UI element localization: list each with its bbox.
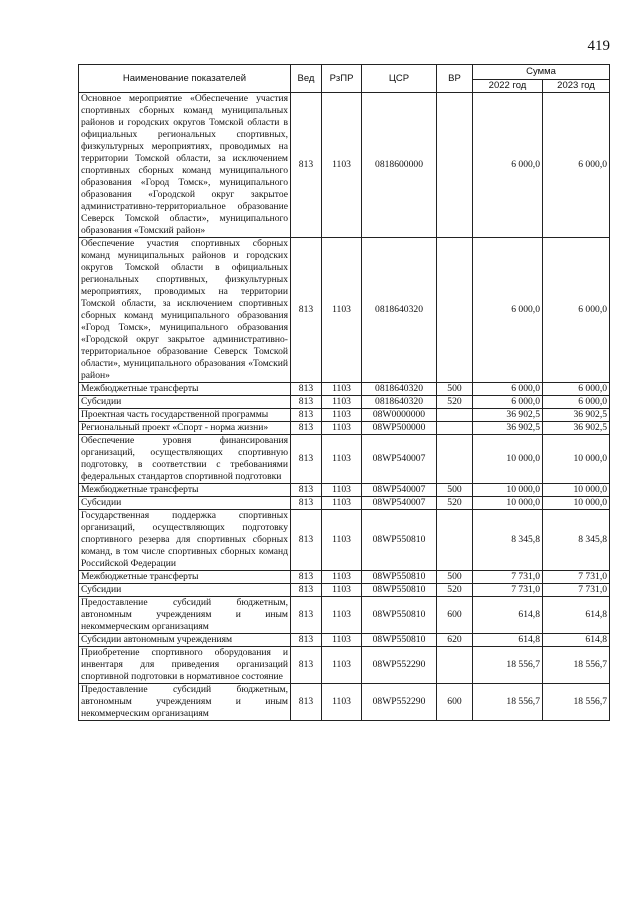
cell-2022: 614,8 bbox=[473, 597, 543, 634]
cell-2023: 18 556,7 bbox=[543, 647, 610, 684]
cell-csr: 08WP540007 bbox=[362, 435, 437, 484]
cell-vr: 500 bbox=[437, 383, 473, 396]
cell-csr: 08WP540007 bbox=[362, 484, 437, 497]
cell-2023: 8 345,8 bbox=[543, 510, 610, 571]
cell-name: Предоставление субсидий бюджетным, автономным учреждениям и иным некоммерческим организациям bbox=[79, 597, 291, 634]
cell-2023: 7 731,0 bbox=[543, 584, 610, 597]
cell-vr bbox=[437, 510, 473, 571]
cell-rzpr: 1103 bbox=[322, 510, 362, 571]
cell-2022: 10 000,0 bbox=[473, 497, 543, 510]
table-row bbox=[79, 510, 610, 571]
cell-ved: 813 bbox=[291, 571, 322, 584]
table-row bbox=[79, 383, 610, 396]
cell-csr: 0818640320 bbox=[362, 396, 437, 409]
table-row bbox=[79, 597, 610, 634]
budget-table bbox=[78, 64, 610, 721]
cell-2023: 10 000,0 bbox=[543, 484, 610, 497]
cell-vr bbox=[437, 422, 473, 435]
cell-ved: 813 bbox=[291, 409, 322, 422]
cell-2023: 6 000,0 bbox=[543, 383, 610, 396]
cell-2023: 10 000,0 bbox=[543, 497, 610, 510]
cell-ved: 813 bbox=[291, 634, 322, 647]
cell-2022: 6 000,0 bbox=[473, 383, 543, 396]
cell-2023: 6 000,0 bbox=[543, 396, 610, 409]
cell-2022: 18 556,7 bbox=[473, 684, 543, 721]
cell-csr: 08WP550810 bbox=[362, 510, 437, 571]
cell-name: Обеспечение уровня финансирования организаций, осуществляющих спортивную подготовку, в соответствии с требованиями федеральных стандартов спортивной подготовки bbox=[79, 435, 291, 484]
cell-vr: 500 bbox=[437, 484, 473, 497]
cell-vr: 600 bbox=[437, 597, 473, 634]
table-row bbox=[79, 409, 610, 422]
cell-2023: 6 000,0 bbox=[543, 93, 610, 238]
cell-ved: 813 bbox=[291, 510, 322, 571]
table-row bbox=[79, 684, 610, 721]
cell-csr: 0818600000 bbox=[362, 93, 437, 238]
cell-csr: 08WP550810 bbox=[362, 597, 437, 634]
cell-csr: 08WP550810 bbox=[362, 571, 437, 584]
header-csr: ЦСР bbox=[362, 65, 437, 93]
cell-csr: 08WP540007 bbox=[362, 497, 437, 510]
cell-name: Региональный проект «Спорт - норма жизни» bbox=[79, 422, 291, 435]
table-row bbox=[79, 396, 610, 409]
table-row bbox=[79, 238, 610, 383]
cell-rzpr: 1103 bbox=[322, 684, 362, 721]
cell-name: Обеспечение участия спортивных сборных команд муниципальных районов и городских округов Томской области в официальных региональных спортивных, физкультурных мероприятиях, проводимых на территории Томской области, за исключением спортивных сборных команд муниципального образования «Город Томск», муниципального образования «Городской округ закрытое административно-территориальное образование Северск Томской области», муниципального образования «Томский район» bbox=[79, 238, 291, 383]
cell-2022: 6 000,0 bbox=[473, 238, 543, 383]
cell-2022: 614,8 bbox=[473, 634, 543, 647]
cell-2022: 18 556,7 bbox=[473, 647, 543, 684]
cell-2023: 614,8 bbox=[543, 597, 610, 634]
cell-ved: 813 bbox=[291, 497, 322, 510]
cell-rzpr: 1103 bbox=[322, 238, 362, 383]
cell-rzpr: 1103 bbox=[322, 383, 362, 396]
cell-csr: 08WP550810 bbox=[362, 634, 437, 647]
cell-rzpr: 1103 bbox=[322, 435, 362, 484]
cell-vr bbox=[437, 238, 473, 383]
cell-name: Субсидии bbox=[79, 584, 291, 597]
cell-2022: 6 000,0 bbox=[473, 93, 543, 238]
header-vr: ВР bbox=[437, 65, 473, 93]
header-ved: Вед bbox=[291, 65, 322, 93]
cell-ved: 813 bbox=[291, 647, 322, 684]
cell-2023: 7 731,0 bbox=[543, 571, 610, 584]
page-number: 419 bbox=[587, 38, 610, 54]
table-row bbox=[79, 497, 610, 510]
cell-ved: 813 bbox=[291, 597, 322, 634]
header-rzpr: РзПР bbox=[322, 65, 362, 93]
cell-2023: 36 902,5 bbox=[543, 409, 610, 422]
cell-rzpr: 1103 bbox=[322, 409, 362, 422]
cell-name: Субсидии bbox=[79, 497, 291, 510]
cell-name: Межбюджетные трансферты bbox=[79, 571, 291, 584]
cell-vr: 520 bbox=[437, 497, 473, 510]
cell-rzpr: 1103 bbox=[322, 597, 362, 634]
cell-name: Государственная поддержка спортивных организаций, осуществляющих подготовку спортивного резерва для спортивных сборных команд, в том числе спортивных сборных команд Российской Федерации bbox=[79, 510, 291, 571]
cell-name: Межбюджетные трансферты bbox=[79, 484, 291, 497]
cell-ved: 813 bbox=[291, 435, 322, 484]
header-year-2023: 2023 год bbox=[543, 80, 610, 93]
cell-2022: 10 000,0 bbox=[473, 435, 543, 484]
table-row bbox=[79, 93, 610, 238]
cell-name: Субсидии bbox=[79, 396, 291, 409]
header-sum: Сумма bbox=[473, 65, 610, 80]
cell-csr: 08WP550810 bbox=[362, 584, 437, 597]
cell-name: Проектная часть государственной программы bbox=[79, 409, 291, 422]
cell-vr: 520 bbox=[437, 396, 473, 409]
cell-rzpr: 1103 bbox=[322, 584, 362, 597]
cell-2023: 10 000,0 bbox=[543, 435, 610, 484]
cell-2022: 7 731,0 bbox=[473, 571, 543, 584]
cell-2022: 8 345,8 bbox=[473, 510, 543, 571]
cell-2023: 614,8 bbox=[543, 634, 610, 647]
cell-vr: 600 bbox=[437, 684, 473, 721]
cell-2022: 36 902,5 bbox=[473, 409, 543, 422]
cell-name: Основное мероприятие «Обеспечение участия спортивных сборных команд муниципальных районов и городских округов Томской области в официальных региональных спортивных, физкультурных мероприятиях, проводимых на территории Томской области, за исключением спортивных сборных команд муниципального образования «Город Томск», муниципального образования «Городской округ закрытое административно-территориальное образование Северск Томской области», муниципального образования «Томский район» bbox=[79, 93, 291, 238]
cell-vr: 500 bbox=[437, 571, 473, 584]
cell-rzpr: 1103 bbox=[322, 634, 362, 647]
cell-2023: 18 556,7 bbox=[543, 684, 610, 721]
cell-2022: 36 902,5 bbox=[473, 422, 543, 435]
table-row bbox=[79, 584, 610, 597]
cell-rzpr: 1103 bbox=[322, 647, 362, 684]
cell-ved: 813 bbox=[291, 422, 322, 435]
cell-vr bbox=[437, 435, 473, 484]
cell-2022: 6 000,0 bbox=[473, 396, 543, 409]
header-year-2022: 2022 год bbox=[473, 80, 543, 93]
table-row bbox=[79, 435, 610, 484]
cell-csr: 0818640320 bbox=[362, 383, 437, 396]
cell-rzpr: 1103 bbox=[322, 422, 362, 435]
cell-name: Приобретение спортивного оборудования и инвентаря для приведения организаций спортивной подготовки в нормативное состояние bbox=[79, 647, 291, 684]
cell-ved: 813 bbox=[291, 383, 322, 396]
table-row bbox=[79, 484, 610, 497]
cell-name: Предоставление субсидий бюджетным, автономным учреждениям и иным некоммерческим организациям bbox=[79, 684, 291, 721]
header-name: Наименование показателей bbox=[79, 65, 291, 93]
cell-rzpr: 1103 bbox=[322, 497, 362, 510]
cell-ved: 813 bbox=[291, 238, 322, 383]
table-row bbox=[79, 634, 610, 647]
cell-2023: 36 902,5 bbox=[543, 422, 610, 435]
cell-2022: 7 731,0 bbox=[473, 584, 543, 597]
cell-rzpr: 1103 bbox=[322, 571, 362, 584]
cell-vr: 620 bbox=[437, 634, 473, 647]
cell-vr bbox=[437, 647, 473, 684]
cell-ved: 813 bbox=[291, 484, 322, 497]
cell-rzpr: 1103 bbox=[322, 93, 362, 238]
cell-rzpr: 1103 bbox=[322, 396, 362, 409]
cell-vr: 520 bbox=[437, 584, 473, 597]
cell-ved: 813 bbox=[291, 93, 322, 238]
cell-rzpr: 1103 bbox=[322, 484, 362, 497]
cell-csr: 08W0000000 bbox=[362, 409, 437, 422]
cell-csr: 08WP500000 bbox=[362, 422, 437, 435]
cell-csr: 08WP552290 bbox=[362, 684, 437, 721]
cell-ved: 813 bbox=[291, 396, 322, 409]
table-body bbox=[79, 93, 610, 721]
cell-vr bbox=[437, 93, 473, 238]
cell-2022: 10 000,0 bbox=[473, 484, 543, 497]
cell-ved: 813 bbox=[291, 584, 322, 597]
table-row bbox=[79, 647, 610, 684]
cell-csr: 08WP552290 bbox=[362, 647, 437, 684]
cell-name: Субсидии автономным учреждениям bbox=[79, 634, 291, 647]
cell-vr bbox=[437, 409, 473, 422]
cell-csr: 0818640320 bbox=[362, 238, 437, 383]
cell-ved: 813 bbox=[291, 684, 322, 721]
cell-name: Межбюджетные трансферты bbox=[79, 383, 291, 396]
cell-2023: 6 000,0 bbox=[543, 238, 610, 383]
table-row bbox=[79, 571, 610, 584]
table-row bbox=[79, 422, 610, 435]
